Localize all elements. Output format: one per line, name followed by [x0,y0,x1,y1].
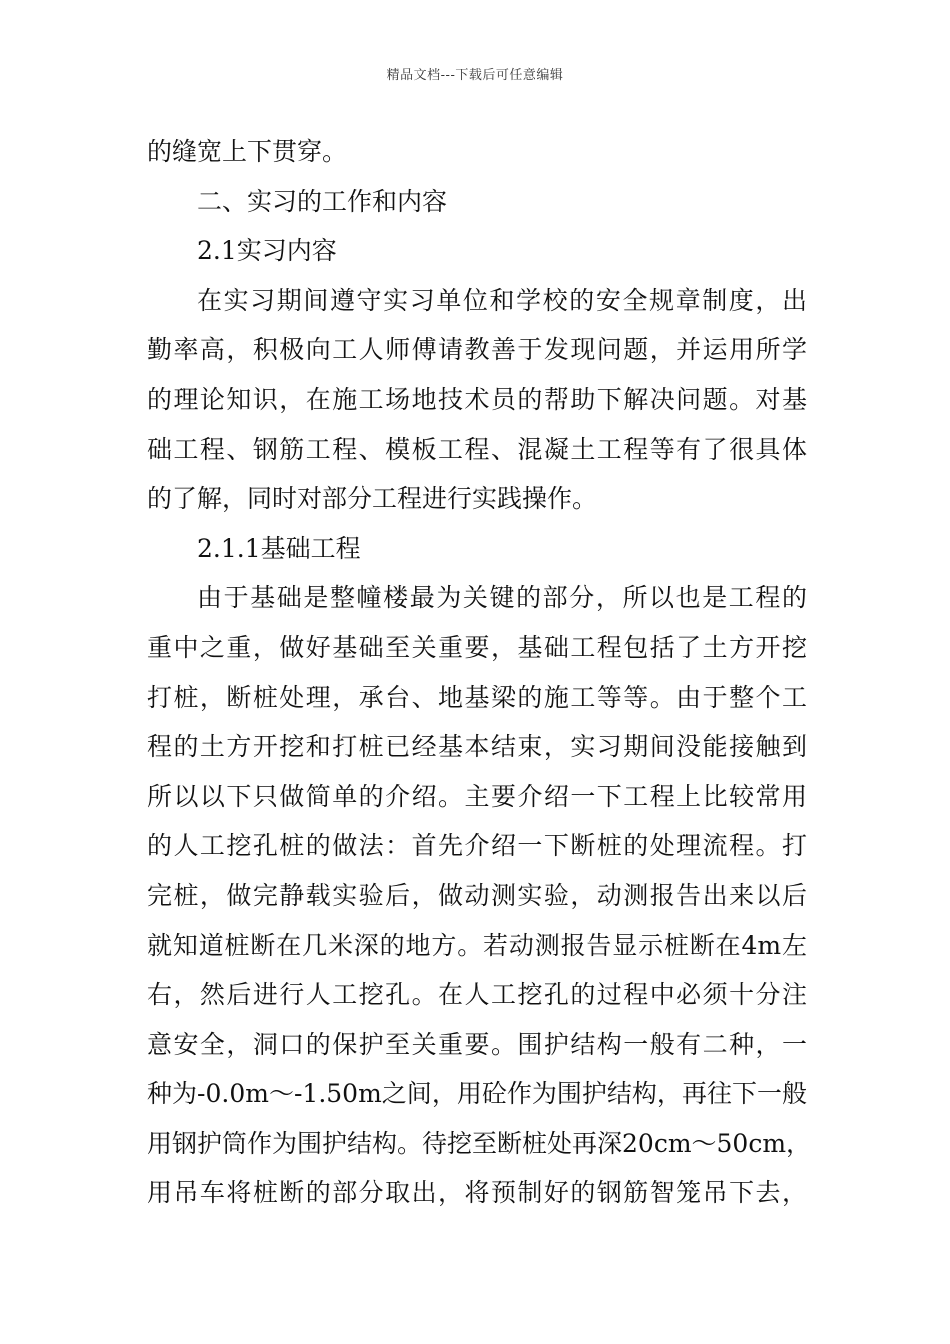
paragraph-line: 的人工挖孔桩的做法：首先介绍一下断桩的处理流程。打 [147,831,807,861]
paragraph-line: 完桩，做完静载实验后，做动测实验，动测报告出来以后 [147,880,807,910]
paragraph-line: 础工程、钢筋工程、模板工程、混凝土工程等有了很具体 [147,434,807,464]
paragraph-line: 的缝宽上下贯穿。 [147,137,348,166]
paragraph-line: 右，然后进行人工挖孔。在人工挖孔的过程中必须十分注 [147,980,807,1010]
paragraph-line: 在实习期间遵守实习单位和学校的安全规章制度，出 [197,285,807,315]
page-header: 精品文档---下载后可任意编辑 [386,68,564,83]
paragraph-line: 用钢护筒作为围护结构。待挖至断桩处再深20cm～50cm， [147,1128,812,1158]
subsection-heading: 2.1实习内容 [197,236,337,266]
subsection-heading: 2.1.1基础工程 [197,533,361,563]
paragraph-line: 种为-0.0m～-1.50m之间，用砼作为围护结构，再往下一般 [147,1079,807,1109]
paragraph-line: 就知道桩断在几米深的地方。若动测报告显示桩断在4m左 [147,930,807,960]
paragraph-line: 的了解，同时对部分工程进行实践操作。 [147,484,598,514]
paragraph-line: 程的土方开挖和打桩已经基本结束，实习期间没能接触到 [147,732,807,762]
paragraph-line: 意安全，洞口的保护至关重要。围护结构一般有二种，一 [147,1029,807,1059]
paragraph-line: 由于基础是整幢楼最为关键的部分，所以也是工程的 [197,583,807,613]
document-body [147,127,812,1218]
paragraph-line: 的理论知识，在施工场地技术员的帮助下解决问题。对基 [147,384,807,414]
paragraph-line: 打桩，断桩处理，承台、地基梁的施工等等。由于整个工 [147,682,807,712]
paragraph-line: 用吊车将桩断的部分取出，将预制好的钢筋智笼吊下去， [147,1178,807,1208]
section-heading: 二、实习的工作和内容 [197,186,448,216]
paragraph-line: 勤率高，积极向工人师傅请教善于发现问题，并运用所学 [147,335,807,365]
paragraph-line: 重中之重，做好基础至关重要，基础工程包括了土方开挖 [147,632,807,662]
paragraph-line: 所以以下只做简单的介绍。主要介绍一下工程上比较常用 [147,781,807,811]
